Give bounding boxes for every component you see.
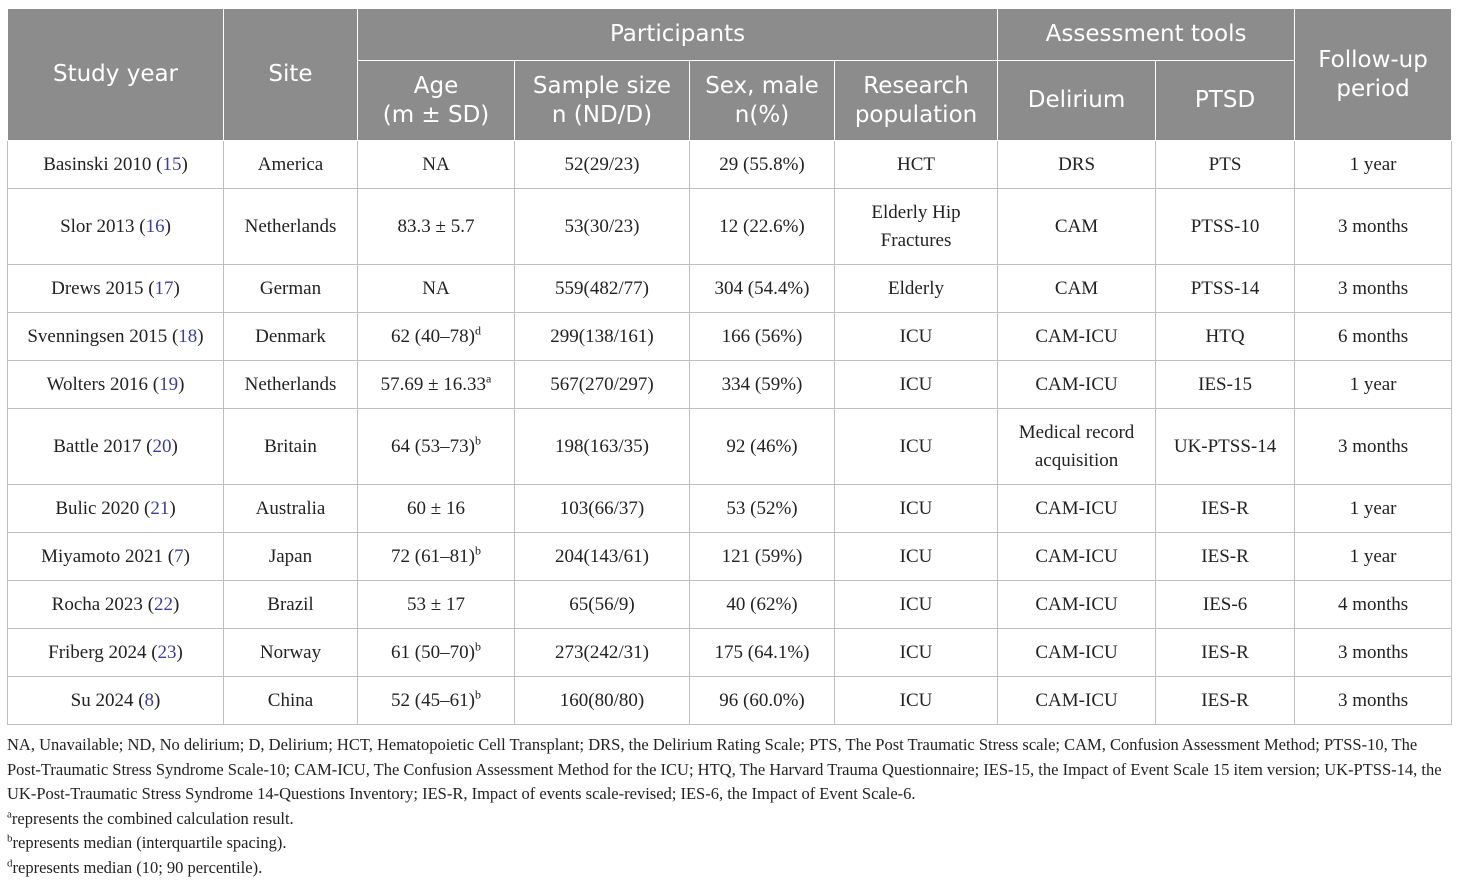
table-row (8, 313, 1452, 361)
cell-sample-size: 53(30/23) (515, 189, 690, 265)
study-name: Basinski 2010 (43, 153, 152, 175)
age-footnote-mark: d (474, 323, 481, 338)
age-value: 60 ± 16 (407, 497, 465, 519)
cell-age (358, 677, 515, 725)
cell-sample-size: 198(163/35) (515, 409, 690, 485)
cell-research-population: HCT (835, 141, 998, 189)
table-row (8, 189, 1452, 265)
table-row (8, 677, 1452, 725)
cell-study-year: Battle 2017 (20) (8, 409, 224, 485)
cell-delirium-tool: CAM-ICU (998, 313, 1156, 361)
study-name: Bulic 2020 (55, 497, 140, 519)
cell-sex-male: 175 (64.1%) (690, 629, 835, 677)
followup-label-line1: Follow-up (1318, 46, 1428, 73)
study-name: Rocha 2023 (51, 593, 143, 615)
col-age (358, 61, 515, 141)
cell-ptsd-tool: HTQ (1156, 313, 1295, 361)
cell-research-population: Elderly Hip Fractures (835, 189, 998, 265)
age-value: 83.3 ± 5.7 (397, 215, 475, 237)
cell-site: Norway (224, 629, 358, 677)
cell-sample-size: 65(56/9) (515, 581, 690, 629)
table-row (8, 141, 1452, 189)
cell-delirium-tool: CAM-ICU (998, 485, 1156, 533)
footnote-a (7, 807, 1451, 832)
table-row (8, 361, 1452, 409)
cell-age (358, 409, 515, 485)
cell-site: Japan (224, 533, 358, 581)
cell-research-population: ICU (835, 313, 998, 361)
cell-age (358, 141, 515, 189)
cell-followup: 6 months (1295, 313, 1452, 361)
table-body (8, 141, 1452, 725)
cell-sample-size: 567(270/297) (515, 361, 690, 409)
cell-study-year: Bulic 2020 (21) (8, 485, 224, 533)
cell-delirium-tool: CAM-ICU (998, 677, 1156, 725)
cell-sample-size: 103(66/37) (515, 485, 690, 533)
footnote-d (7, 856, 1451, 881)
cell-research-population: ICU (835, 361, 998, 409)
cell-sample-size: 273(242/31) (515, 629, 690, 677)
reference-link[interactable]: 23 (157, 641, 177, 663)
cell-study-year: Rocha 2023 (22) (8, 581, 224, 629)
col-research-population (835, 61, 998, 141)
footnote-b-text: represents median (interquartile spacing). (12, 833, 287, 852)
cell-delirium-tool: CAM (998, 265, 1156, 313)
cell-age (358, 533, 515, 581)
cell-ptsd-tool: IES-R (1156, 485, 1295, 533)
col-sex-male (690, 61, 835, 141)
table-row (8, 533, 1452, 581)
cell-age (358, 189, 515, 265)
cell-age (358, 361, 515, 409)
cell-delirium-tool: Medical record acquisition (998, 409, 1156, 485)
table-footnotes (7, 733, 1451, 880)
cell-site: Australia (224, 485, 358, 533)
col-delirium: Delirium (998, 61, 1156, 141)
sample-size-sublabel: n (ND/D) (551, 101, 653, 128)
cell-ptsd-tool: PTSS-14 (1156, 265, 1295, 313)
reference-link[interactable]: 15 (162, 153, 182, 175)
cell-study-year: Slor 2013 (16) (8, 189, 224, 265)
cell-followup: 4 months (1295, 581, 1452, 629)
cell-followup: 3 months (1295, 677, 1452, 725)
cell-followup: 1 year (1295, 141, 1452, 189)
reference-link[interactable]: 18 (178, 325, 198, 347)
col-study-year: Study year (8, 9, 224, 141)
age-footnote-mark: b (474, 433, 481, 448)
cell-followup: 3 months (1295, 189, 1452, 265)
cell-sex-male: 29 (55.8%) (690, 141, 835, 189)
footnote-b-mark: b (7, 832, 13, 845)
cell-study-year: Basinski 2010 (15) (8, 141, 224, 189)
cell-ptsd-tool: IES-15 (1156, 361, 1295, 409)
age-footnote-mark: b (474, 687, 481, 702)
reference-link[interactable]: 17 (154, 277, 174, 299)
table-row (8, 485, 1452, 533)
footnote-d-text: represents median (10; 90 percentile). (12, 857, 263, 877)
cell-sample-size: 204(143/61) (515, 533, 690, 581)
col-site: Site (224, 9, 358, 141)
reference-link[interactable]: 21 (150, 497, 170, 519)
cell-delirium-tool: DRS (998, 141, 1156, 189)
age-value: 57.69 ± 16.33 (380, 373, 487, 395)
age-value: 62 (40–78) (391, 325, 475, 347)
col-group-participants: Participants (358, 9, 998, 61)
cell-ptsd-tool: IES-R (1156, 629, 1295, 677)
footnote-d-mark: d (7, 857, 13, 869)
cell-ptsd-tool: UK-PTSS-14 (1156, 409, 1295, 485)
reference-link[interactable]: 7 (174, 545, 184, 567)
footnote-b (7, 831, 1451, 856)
table-header (8, 9, 1452, 141)
age-footnote-mark: b (474, 543, 481, 558)
cell-research-population: ICU (835, 533, 998, 581)
cell-sex-male: 166 (56%) (690, 313, 835, 361)
cell-site: German (224, 265, 358, 313)
cell-followup: 3 months (1295, 629, 1452, 677)
sex-label: Sex, male (705, 72, 819, 99)
cell-age (358, 581, 515, 629)
cell-ptsd-tool: IES-R (1156, 677, 1295, 725)
cell-study-year: Su 2024 (8) (8, 677, 224, 725)
cell-site: Netherlands (224, 189, 358, 265)
footnote-abbreviations: NA, Unavailable; ND, No delirium; D, Delirium; HCT, Hematopoietic Cell Transplant; DRS, the Delirium Rating Scale; PTS, The Post Traumatic Stress scale; CAM, Confusion Assessment Method; PTSS-10, The Post-Traumatic Stress Syndrome Scale-10; CAM-ICU, The Confusion Assessment Method for the ICU; HTQ, The Harvard Trauma Questionnaire; IES-15, the Impact of Event Scale 15 item version; UK-PTSS-14, the UK-Post-Traumatic Stress Syndrome 14-Questions Inventory; IES-R, Impact of events scale-revised; IES-6, the Impact of Event Scale-6. (7, 735, 1442, 803)
cell-sex-male: 92 (46%) (690, 409, 835, 485)
sample-size-label: Sample size (532, 72, 672, 99)
cell-sex-male: 334 (59%) (690, 361, 835, 409)
cell-delirium-tool: CAM-ICU (998, 581, 1156, 629)
cell-followup: 1 year (1295, 361, 1452, 409)
age-value: NA (422, 153, 450, 175)
cell-study-year: Wolters 2016 (19) (8, 361, 224, 409)
cell-sample-size: 559(482/77) (515, 265, 690, 313)
age-label: Age (413, 72, 459, 99)
age-sublabel: (m ± SD) (382, 101, 490, 128)
sex-sublabel: n(%) (734, 101, 790, 128)
cell-ptsd-tool: IES-6 (1156, 581, 1295, 629)
research-label-line2: population (854, 101, 978, 128)
cell-study-year: Drews 2015 (17) (8, 265, 224, 313)
study-name: Wolters 2016 (46, 373, 148, 395)
table-container (7, 8, 1451, 880)
cell-sex-male: 96 (60.0%) (690, 677, 835, 725)
study-name: Slor 2013 (60, 215, 135, 237)
followup-label-line2: period (1336, 75, 1410, 102)
cell-study-year: Svenningsen 2015 (18) (8, 313, 224, 361)
study-name: Miyamoto 2021 (41, 545, 163, 567)
cell-sex-male: 121 (59%) (690, 533, 835, 581)
cell-study-year: Miyamoto 2021 (7) (8, 533, 224, 581)
table-row (8, 409, 1452, 485)
col-ptsd: PTSD (1156, 61, 1295, 141)
cell-site: Netherlands (224, 361, 358, 409)
cell-sample-size: 160(80/80) (515, 677, 690, 725)
study-name: Svenningsen 2015 (27, 325, 168, 347)
age-value: 64 (53–73) (391, 435, 475, 457)
cell-followup: 1 year (1295, 485, 1452, 533)
cell-research-population: ICU (835, 629, 998, 677)
cell-delirium-tool: CAM (998, 189, 1156, 265)
cell-sample-size: 299(138/161) (515, 313, 690, 361)
reference-link[interactable]: 20 (152, 435, 172, 457)
age-value: 72 (61–81) (391, 545, 475, 567)
cell-delirium-tool: CAM-ICU (998, 533, 1156, 581)
study-name: Drews 2015 (51, 277, 144, 299)
cell-sample-size: 52(29/23) (515, 141, 690, 189)
table-row (8, 581, 1452, 629)
col-group-assessment-tools: Assessment tools (998, 9, 1295, 61)
cell-ptsd-tool: PTS (1156, 141, 1295, 189)
cell-site: Brazil (224, 581, 358, 629)
cell-sex-male: 40 (62%) (690, 581, 835, 629)
age-value: NA (422, 277, 450, 299)
cell-age (358, 313, 515, 361)
footnote-a-text: represents the combined calculation result. (11, 808, 294, 828)
age-value: 52 (45–61) (391, 689, 475, 711)
cell-research-population: ICU (835, 581, 998, 629)
cell-ptsd-tool: IES-R (1156, 533, 1295, 581)
cell-site: Britain (224, 409, 358, 485)
cell-site: America (224, 141, 358, 189)
age-value: 53 ± 17 (407, 593, 465, 615)
col-followup-period (1295, 9, 1452, 141)
cell-ptsd-tool: PTSS-10 (1156, 189, 1295, 265)
reference-link[interactable]: 8 (144, 689, 155, 711)
cell-age (358, 485, 515, 533)
cell-followup: 3 months (1295, 265, 1452, 313)
study-name: Su 2024 (70, 689, 134, 711)
col-sample-size (515, 61, 690, 141)
cell-sex-male: 53 (52%) (690, 485, 835, 533)
cell-research-population: ICU (835, 485, 998, 533)
cell-site: Denmark (224, 313, 358, 361)
cell-followup: 1 year (1295, 533, 1452, 581)
table-row (8, 265, 1452, 313)
age-footnote-mark: a (486, 371, 492, 386)
study-name: Battle 2017 (53, 435, 142, 457)
cell-sex-male: 12 (22.6%) (690, 189, 835, 265)
cell-research-population: ICU (835, 409, 998, 485)
age-value: 61 (50–70) (391, 641, 475, 663)
research-label-line1: Research (863, 72, 969, 99)
table-row (8, 629, 1452, 677)
cell-study-year: Friberg 2024 (23) (8, 629, 224, 677)
cell-research-population: Elderly (835, 265, 998, 313)
age-footnote-mark: b (474, 639, 481, 654)
reference-link[interactable]: 16 (145, 215, 165, 237)
cell-research-population: ICU (835, 677, 998, 725)
cell-sex-male: 304 (54.4%) (690, 265, 835, 313)
cell-delirium-tool: CAM-ICU (998, 629, 1156, 677)
footnote-a-mark: a (7, 808, 12, 820)
reference-link[interactable]: 22 (154, 593, 174, 615)
cell-age (358, 629, 515, 677)
cell-site: China (224, 677, 358, 725)
cell-age (358, 265, 515, 313)
study-characteristics-table (7, 8, 1452, 725)
study-name: Friberg 2024 (48, 641, 147, 663)
cell-followup: 3 months (1295, 409, 1452, 485)
cell-delirium-tool: CAM-ICU (998, 361, 1156, 409)
reference-link[interactable]: 19 (159, 373, 179, 395)
